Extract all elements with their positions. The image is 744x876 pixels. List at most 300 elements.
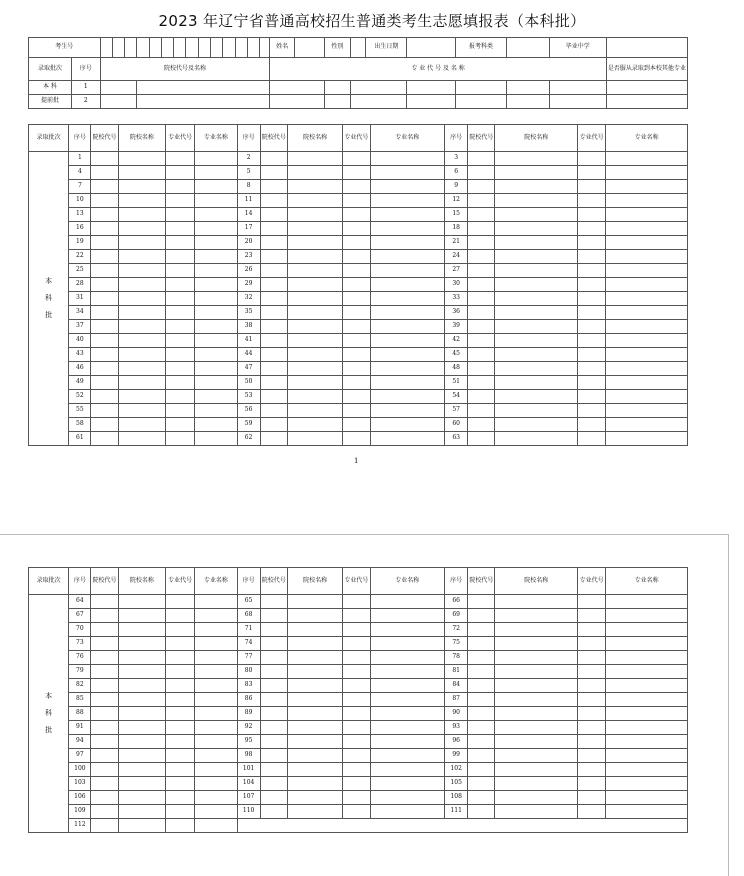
- major-code-cell[interactable]: [343, 320, 370, 334]
- school-name-cell[interactable]: [495, 376, 578, 390]
- major-name-cell[interactable]: [195, 665, 237, 679]
- major-2-name-cell[interactable]: [351, 95, 407, 109]
- major-name-cell[interactable]: [195, 250, 237, 264]
- school-code-cell[interactable]: [91, 679, 118, 693]
- school-code-cell[interactable]: [468, 236, 495, 250]
- major-3-cell[interactable]: [407, 81, 456, 95]
- school-name-cell[interactable]: [287, 707, 342, 721]
- exam-number-box[interactable]: [174, 38, 186, 58]
- school-name-cell[interactable]: [118, 292, 165, 306]
- major-code-cell[interactable]: [578, 180, 606, 194]
- school-code-cell[interactable]: [260, 805, 287, 819]
- major-code-cell[interactable]: [343, 749, 370, 763]
- school-name-cell[interactable]: [495, 278, 578, 292]
- major-name-cell[interactable]: [370, 679, 445, 693]
- major-code-cell[interactable]: [578, 777, 606, 791]
- school-name-cell[interactable]: [118, 278, 165, 292]
- major-code-cell[interactable]: [166, 236, 195, 250]
- school-code-cell[interactable]: [91, 292, 118, 306]
- major-code-cell[interactable]: [343, 180, 370, 194]
- school-code-cell[interactable]: [91, 334, 118, 348]
- school-code-cell[interactable]: [91, 735, 118, 749]
- adjust-consent-cell[interactable]: [606, 81, 687, 95]
- school-name-cell[interactable]: [495, 334, 578, 348]
- major-code-cell[interactable]: [166, 152, 195, 166]
- school-name-cell[interactable]: [118, 334, 165, 348]
- school-name-cell[interactable]: [495, 432, 578, 446]
- major-code-cell[interactable]: [343, 735, 370, 749]
- school-code-cell[interactable]: [91, 609, 118, 623]
- major-code-cell[interactable]: [343, 763, 370, 777]
- school-name-cell[interactable]: [495, 292, 578, 306]
- school-code-cell[interactable]: [91, 194, 118, 208]
- major-code-cell[interactable]: [166, 404, 195, 418]
- major-5-cell[interactable]: [549, 95, 606, 109]
- school-code-cell[interactable]: [91, 623, 118, 637]
- major-code-cell[interactable]: [578, 376, 606, 390]
- school-name-cell[interactable]: [118, 250, 165, 264]
- major-code-cell[interactable]: [166, 180, 195, 194]
- school-name-cell[interactable]: [118, 362, 165, 376]
- major-code-cell[interactable]: [578, 292, 606, 306]
- major-code-cell[interactable]: [343, 418, 370, 432]
- school-code-cell[interactable]: [260, 679, 287, 693]
- school-name-cell[interactable]: [118, 376, 165, 390]
- major-code-cell[interactable]: [343, 166, 370, 180]
- major-name-cell[interactable]: [370, 637, 445, 651]
- school-name-cell[interactable]: [118, 735, 165, 749]
- school-code-cell[interactable]: [468, 735, 495, 749]
- major-name-cell[interactable]: [195, 180, 237, 194]
- major-name-cell[interactable]: [606, 432, 688, 446]
- school-name-cell[interactable]: [495, 637, 578, 651]
- major-code-cell[interactable]: [166, 791, 195, 805]
- major-code-cell[interactable]: [343, 152, 370, 166]
- school-name-cell[interactable]: [495, 194, 578, 208]
- school-name-cell[interactable]: [287, 334, 342, 348]
- major-code-cell[interactable]: [166, 250, 195, 264]
- exam-number-box[interactable]: [149, 38, 161, 58]
- school-code-cell[interactable]: [260, 376, 287, 390]
- school-code-cell[interactable]: [91, 791, 118, 805]
- major-name-cell[interactable]: [195, 777, 237, 791]
- school-name-cell[interactable]: [287, 348, 342, 362]
- major-name-cell[interactable]: [606, 791, 688, 805]
- major-code-cell[interactable]: [343, 278, 370, 292]
- school-code-cell[interactable]: [468, 623, 495, 637]
- major-code-cell[interactable]: [166, 166, 195, 180]
- school-name-cell[interactable]: [118, 348, 165, 362]
- school-code-cell[interactable]: [260, 749, 287, 763]
- school-name-cell[interactable]: [118, 777, 165, 791]
- major-1-cell[interactable]: [270, 95, 324, 109]
- school-name-cell[interactable]: [495, 721, 578, 735]
- major-code-cell[interactable]: [578, 236, 606, 250]
- major-name-cell[interactable]: [606, 679, 688, 693]
- exam-number-box[interactable]: [247, 38, 259, 58]
- major-name-cell[interactable]: [370, 777, 445, 791]
- major-name-cell[interactable]: [195, 432, 237, 446]
- major-code-cell[interactable]: [578, 404, 606, 418]
- school-name-cell[interactable]: [495, 180, 578, 194]
- school-code-cell[interactable]: [468, 665, 495, 679]
- major-name-cell[interactable]: [370, 609, 445, 623]
- school-name-cell[interactable]: [495, 222, 578, 236]
- school-code-cell[interactable]: [260, 665, 287, 679]
- major-name-cell[interactable]: [370, 651, 445, 665]
- major-name-cell[interactable]: [370, 236, 445, 250]
- major-name-cell[interactable]: [195, 152, 237, 166]
- major-name-cell[interactable]: [195, 749, 237, 763]
- major-name-cell[interactable]: [195, 595, 237, 609]
- school-name-cell[interactable]: [495, 623, 578, 637]
- school-code-cell[interactable]: [91, 637, 118, 651]
- major-code-cell[interactable]: [343, 609, 370, 623]
- major-name-cell[interactable]: [606, 292, 688, 306]
- school-code-cell[interactable]: [468, 721, 495, 735]
- adjust-consent-cell[interactable]: [606, 95, 687, 109]
- school-code-cell[interactable]: [91, 763, 118, 777]
- major-code-cell[interactable]: [166, 432, 195, 446]
- major-code-cell[interactable]: [578, 763, 606, 777]
- school-name-cell[interactable]: [118, 805, 165, 819]
- major-name-cell[interactable]: [370, 721, 445, 735]
- major-code-cell[interactable]: [578, 334, 606, 348]
- major-name-cell[interactable]: [606, 348, 688, 362]
- major-code-cell[interactable]: [166, 749, 195, 763]
- major-name-cell[interactable]: [606, 735, 688, 749]
- school-code-cell[interactable]: [468, 334, 495, 348]
- school-name-cell[interactable]: [495, 390, 578, 404]
- major-code-cell[interactable]: [343, 693, 370, 707]
- major-name-cell[interactable]: [606, 222, 688, 236]
- school-name-cell[interactable]: [495, 320, 578, 334]
- major-code-cell[interactable]: [166, 651, 195, 665]
- major-name-cell[interactable]: [606, 805, 688, 819]
- name-field[interactable]: [294, 38, 324, 58]
- school-name-cell[interactable]: [287, 194, 342, 208]
- school-name-cell[interactable]: [118, 721, 165, 735]
- gender-field[interactable]: [351, 38, 366, 58]
- subject-category-field[interactable]: [506, 38, 549, 58]
- major-code-cell[interactable]: [166, 805, 195, 819]
- school-name-cell[interactable]: [287, 236, 342, 250]
- school-code-cell[interactable]: [468, 320, 495, 334]
- major-name-cell[interactable]: [606, 362, 688, 376]
- school-code-cell[interactable]: [260, 320, 287, 334]
- school-name-cell[interactable]: [495, 404, 578, 418]
- school-name-cell[interactable]: [118, 707, 165, 721]
- major-code-cell[interactable]: [578, 306, 606, 320]
- school-name-cell[interactable]: [287, 749, 342, 763]
- major-code-cell[interactable]: [343, 707, 370, 721]
- school-name-cell[interactable]: [118, 637, 165, 651]
- major-name-cell[interactable]: [606, 721, 688, 735]
- school-code-cell[interactable]: [260, 166, 287, 180]
- major-name-cell[interactable]: [195, 278, 237, 292]
- major-name-cell[interactable]: [195, 693, 237, 707]
- major-code-cell[interactable]: [343, 651, 370, 665]
- major-code-cell[interactable]: [343, 721, 370, 735]
- major-code-cell[interactable]: [166, 693, 195, 707]
- school-code-cell[interactable]: [468, 390, 495, 404]
- school-code-cell[interactable]: [91, 404, 118, 418]
- major-name-cell[interactable]: [606, 623, 688, 637]
- school-code-cell[interactable]: [468, 194, 495, 208]
- school-name-cell[interactable]: [118, 763, 165, 777]
- school-code-cell[interactable]: [91, 376, 118, 390]
- school-name-cell[interactable]: [495, 707, 578, 721]
- exam-number-box[interactable]: [100, 38, 112, 58]
- major-name-cell[interactable]: [370, 665, 445, 679]
- major-name-cell[interactable]: [370, 693, 445, 707]
- school-name-cell[interactable]: [118, 264, 165, 278]
- exam-number-box[interactable]: [223, 38, 235, 58]
- school-name-cell[interactable]: [137, 95, 270, 109]
- major-code-cell[interactable]: [578, 166, 606, 180]
- major-name-cell[interactable]: [195, 651, 237, 665]
- major-name-cell[interactable]: [370, 250, 445, 264]
- school-code-cell[interactable]: [468, 609, 495, 623]
- major-name-cell[interactable]: [195, 404, 237, 418]
- major-name-cell[interactable]: [606, 707, 688, 721]
- major-code-cell[interactable]: [578, 208, 606, 222]
- major-code-cell[interactable]: [578, 222, 606, 236]
- school-code-cell[interactable]: [91, 152, 118, 166]
- school-name-cell[interactable]: [287, 390, 342, 404]
- major-name-cell[interactable]: [606, 376, 688, 390]
- major-name-cell[interactable]: [195, 236, 237, 250]
- school-name-cell[interactable]: [287, 637, 342, 651]
- major-code-cell[interactable]: [578, 152, 606, 166]
- major-name-cell[interactable]: [606, 320, 688, 334]
- school-name-cell[interactable]: [118, 651, 165, 665]
- major-name-cell[interactable]: [606, 166, 688, 180]
- major-code-cell[interactable]: [343, 236, 370, 250]
- school-code-cell[interactable]: [91, 651, 118, 665]
- school-name-cell[interactable]: [118, 432, 165, 446]
- major-name-cell[interactable]: [195, 348, 237, 362]
- major-code-cell[interactable]: [166, 264, 195, 278]
- school-name-cell[interactable]: [287, 250, 342, 264]
- major-code-cell[interactable]: [166, 348, 195, 362]
- school-code-cell[interactable]: [468, 250, 495, 264]
- major-name-cell[interactable]: [606, 637, 688, 651]
- school-code-cell[interactable]: [91, 707, 118, 721]
- school-code-cell[interactable]: [91, 693, 118, 707]
- major-code-cell[interactable]: [578, 721, 606, 735]
- school-name-cell[interactable]: [287, 362, 342, 376]
- school-name-cell[interactable]: [495, 693, 578, 707]
- exam-number-box[interactable]: [211, 38, 223, 58]
- major-code-cell[interactable]: [343, 637, 370, 651]
- major-name-cell[interactable]: [195, 166, 237, 180]
- major-name-cell[interactable]: [370, 805, 445, 819]
- school-name-cell[interactable]: [118, 152, 165, 166]
- major-name-cell[interactable]: [606, 693, 688, 707]
- school-code-cell[interactable]: [91, 166, 118, 180]
- major-code-cell[interactable]: [343, 250, 370, 264]
- school-name-cell[interactable]: [118, 693, 165, 707]
- major-name-cell[interactable]: [195, 306, 237, 320]
- major-name-cell[interactable]: [606, 609, 688, 623]
- major-name-cell[interactable]: [195, 679, 237, 693]
- school-code-cell[interactable]: [260, 152, 287, 166]
- major-code-cell[interactable]: [343, 623, 370, 637]
- major-code-cell[interactable]: [343, 348, 370, 362]
- school-name-cell[interactable]: [287, 679, 342, 693]
- school-name-cell[interactable]: [287, 595, 342, 609]
- school-name-cell[interactable]: [118, 222, 165, 236]
- major-code-cell[interactable]: [166, 334, 195, 348]
- major-code-cell[interactable]: [166, 609, 195, 623]
- major-code-cell[interactable]: [578, 194, 606, 208]
- major-code-cell[interactable]: [578, 749, 606, 763]
- major-code-cell[interactable]: [166, 777, 195, 791]
- school-code-cell[interactable]: [91, 418, 118, 432]
- major-name-cell[interactable]: [195, 805, 237, 819]
- school-code-cell[interactable]: [260, 777, 287, 791]
- school-code-cell[interactable]: [468, 208, 495, 222]
- major-name-cell[interactable]: [370, 791, 445, 805]
- school-code-cell[interactable]: [91, 777, 118, 791]
- major-name-cell[interactable]: [606, 651, 688, 665]
- school-code-cell[interactable]: [260, 348, 287, 362]
- major-name-cell[interactable]: [195, 721, 237, 735]
- school-code-cell[interactable]: [468, 749, 495, 763]
- school-name-cell[interactable]: [118, 180, 165, 194]
- exam-number-box[interactable]: [137, 38, 149, 58]
- major-name-cell[interactable]: [195, 362, 237, 376]
- school-name-cell[interactable]: [495, 306, 578, 320]
- school-name-cell[interactable]: [495, 805, 578, 819]
- school-code-cell[interactable]: [91, 222, 118, 236]
- school-name-cell[interactable]: [495, 735, 578, 749]
- school-code-cell[interactable]: [91, 278, 118, 292]
- school-code-cell[interactable]: [260, 763, 287, 777]
- major-name-cell[interactable]: [195, 763, 237, 777]
- school-code-cell[interactable]: [91, 432, 118, 446]
- school-code-cell[interactable]: [468, 362, 495, 376]
- major-code-cell[interactable]: [166, 721, 195, 735]
- school-name-cell[interactable]: [287, 376, 342, 390]
- major-name-cell[interactable]: [370, 707, 445, 721]
- school-code-cell[interactable]: [260, 693, 287, 707]
- school-name-cell[interactable]: [137, 81, 270, 95]
- school-code-cell[interactable]: [468, 292, 495, 306]
- major-code-cell[interactable]: [166, 418, 195, 432]
- school-name-cell[interactable]: [287, 418, 342, 432]
- major-code-cell[interactable]: [343, 805, 370, 819]
- major-code-cell[interactable]: [166, 735, 195, 749]
- school-code-cell[interactable]: [468, 404, 495, 418]
- school-code-cell[interactable]: [468, 278, 495, 292]
- major-name-cell[interactable]: [370, 432, 445, 446]
- exam-number-box[interactable]: [260, 38, 270, 58]
- school-code-cell[interactable]: [260, 721, 287, 735]
- major-name-cell[interactable]: [195, 791, 237, 805]
- major-name-cell[interactable]: [370, 348, 445, 362]
- major-name-cell[interactable]: [606, 264, 688, 278]
- school-name-cell[interactable]: [118, 194, 165, 208]
- major-name-cell[interactable]: [370, 418, 445, 432]
- major-name-cell[interactable]: [606, 250, 688, 264]
- major-name-cell[interactable]: [370, 292, 445, 306]
- school-name-cell[interactable]: [287, 609, 342, 623]
- major-name-cell[interactable]: [606, 595, 688, 609]
- major-code-cell[interactable]: [578, 362, 606, 376]
- school-code-cell[interactable]: [260, 707, 287, 721]
- school-code-cell[interactable]: [260, 250, 287, 264]
- school-code-cell[interactable]: [468, 763, 495, 777]
- major-name-cell[interactable]: [370, 595, 445, 609]
- major-name-cell[interactable]: [370, 180, 445, 194]
- school-code-cell[interactable]: [260, 278, 287, 292]
- major-code-cell[interactable]: [578, 637, 606, 651]
- school-code-cell[interactable]: [260, 306, 287, 320]
- school-code-cell[interactable]: [260, 404, 287, 418]
- major-name-cell[interactable]: [606, 278, 688, 292]
- school-code-cell[interactable]: [468, 222, 495, 236]
- major-name-cell[interactable]: [370, 390, 445, 404]
- major-name-cell[interactable]: [195, 819, 237, 833]
- major-3-cell[interactable]: [407, 95, 456, 109]
- major-code-cell[interactable]: [343, 777, 370, 791]
- major-name-cell[interactable]: [606, 390, 688, 404]
- major-code-cell[interactable]: [578, 665, 606, 679]
- major-code-cell[interactable]: [343, 222, 370, 236]
- school-code-cell[interactable]: [91, 595, 118, 609]
- school-code-cell[interactable]: [260, 623, 287, 637]
- school-name-cell[interactable]: [495, 665, 578, 679]
- major-name-cell[interactable]: [606, 236, 688, 250]
- school-code-cell[interactable]: [91, 320, 118, 334]
- school-name-cell[interactable]: [118, 418, 165, 432]
- school-code-cell[interactable]: [91, 805, 118, 819]
- school-code-cell[interactable]: [91, 390, 118, 404]
- school-name-cell[interactable]: [118, 791, 165, 805]
- major-name-cell[interactable]: [195, 637, 237, 651]
- major-name-cell[interactable]: [370, 194, 445, 208]
- exam-number-box[interactable]: [186, 38, 198, 58]
- major-name-cell[interactable]: [195, 418, 237, 432]
- birth-date-field[interactable]: [407, 38, 456, 58]
- exam-number-box[interactable]: [235, 38, 247, 58]
- major-code-cell[interactable]: [343, 432, 370, 446]
- major-code-cell[interactable]: [578, 595, 606, 609]
- major-name-cell[interactable]: [370, 306, 445, 320]
- major-name-cell[interactable]: [370, 222, 445, 236]
- school-name-cell[interactable]: [287, 152, 342, 166]
- school-name-cell[interactable]: [495, 777, 578, 791]
- school-name-cell[interactable]: [287, 222, 342, 236]
- major-name-cell[interactable]: [370, 334, 445, 348]
- major-name-cell[interactable]: [606, 334, 688, 348]
- school-name-cell[interactable]: [495, 264, 578, 278]
- major-code-cell[interactable]: [166, 623, 195, 637]
- school-code-cell[interactable]: [91, 749, 118, 763]
- school-code-cell[interactable]: [91, 180, 118, 194]
- major-name-cell[interactable]: [195, 609, 237, 623]
- major-code-cell[interactable]: [343, 208, 370, 222]
- major-name-cell[interactable]: [370, 166, 445, 180]
- major-code-cell[interactable]: [166, 665, 195, 679]
- major-code-cell[interactable]: [578, 679, 606, 693]
- major-code-cell[interactable]: [343, 194, 370, 208]
- school-code-cell[interactable]: [91, 665, 118, 679]
- school-name-cell[interactable]: [287, 166, 342, 180]
- school-name-cell[interactable]: [287, 264, 342, 278]
